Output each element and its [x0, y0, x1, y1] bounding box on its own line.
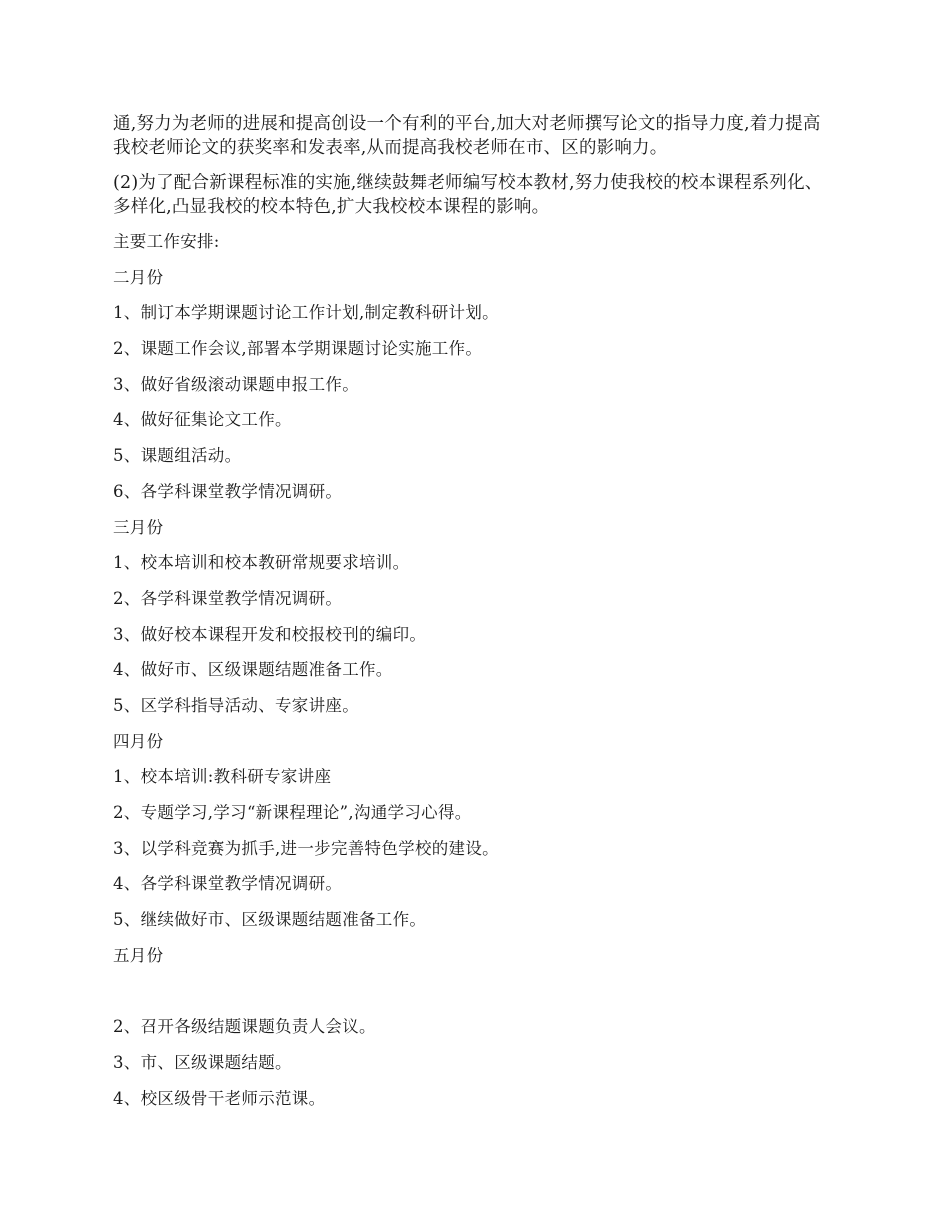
month-title-mar: 三月份 [113, 517, 164, 537]
list-item: 1、校本培训和校本教研常规要求培训。 [113, 553, 410, 573]
month-title-may: 五月份 [113, 945, 164, 965]
intro-paragraph-1: 通,努力为老师的进展和提高创设一个有利的平台,加大对老师撰写论文的指导力度,着力提高我校老师论文的获奖率和发表率,从而提高我校老师在市、区的影响力。 [113, 114, 821, 158]
list-item: 2、各学科课堂教学情况调研。 [113, 588, 343, 608]
list-item: 1、校本培训:教科研专家讲座 [113, 767, 332, 787]
list-item: 2、召开各级结题课题负责人会议。 [113, 1017, 376, 1037]
list-item: 6、各学科课堂教学情况调研。 [113, 481, 343, 501]
list-item: 5、区学科指导活动、专家讲座。 [113, 695, 359, 715]
list-item: 4、各学科课堂教学情况调研。 [113, 874, 343, 894]
month-title-feb: 二月份 [113, 267, 164, 287]
list-item: 2、课题工作会议,部署本学期课题讨论实施工作。 [113, 339, 483, 359]
list-item: 3、以学科竞赛为抓手,进一步完善特色学校的建设。 [113, 838, 499, 858]
intro-paragraph-2: (2)为了配合新课程标准的实施,继续鼓舞老师编写校本教材,努力使我校的校本课程系列化、多样化,凸显我校的校本特色,扩大我校校本课程的影响。 [113, 173, 823, 217]
month-title-apr: 四月份 [113, 731, 164, 751]
list-item: 3、市、区级课题结题。 [113, 1052, 292, 1072]
section-heading: 主要工作安排: [113, 232, 220, 251]
list-item: 4、做好市、区级课题结题准备工作。 [113, 660, 393, 680]
document-page [113, 112, 838, 1122]
list-item: 5、课题组活动。 [113, 446, 242, 466]
list-item: 2、专题学习,学习“新课程理论”,沟通学习心得。 [113, 803, 472, 822]
list-item: 3、做好省级滚动课题申报工作。 [113, 374, 359, 394]
list-item: 3、做好校本课程开发和校报校刊的编印。 [113, 624, 427, 644]
blank-line [113, 979, 838, 1003]
list-item: 5、继续做好市、区级课题结题准备工作。 [113, 910, 427, 930]
list-item: 1、制订本学期课题讨论工作计划,制定教科研计划。 [113, 303, 499, 323]
list-item: 4、做好征集论文工作。 [113, 410, 292, 430]
list-item: 4、校区级骨干老师示范课。 [113, 1088, 326, 1108]
